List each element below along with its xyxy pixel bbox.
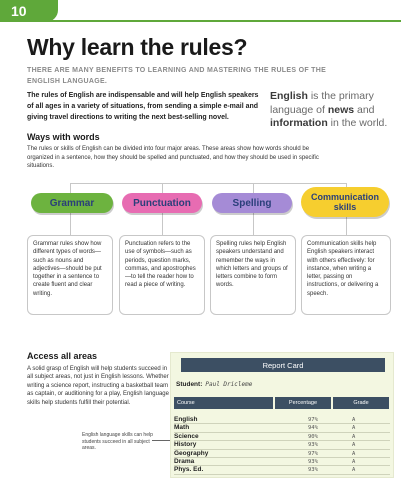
report-card bbox=[170, 352, 394, 478]
quote-word-information: information bbox=[270, 117, 328, 129]
table-row bbox=[174, 450, 390, 458]
column-header-percentage: Percentage bbox=[275, 397, 331, 409]
grade-cell: A bbox=[352, 467, 356, 474]
grade-cell: A bbox=[352, 458, 356, 465]
skill-spelling-text: Spelling rules help English speakers understand and remember the ways in which letters and groups of letters combine to form words. bbox=[210, 235, 296, 315]
percentage-cell: 93% bbox=[308, 458, 318, 465]
skill-grammar-text: Grammar rules show how different types of words—such as nouns and adjectives—should be put together in a sentence to create fluent and clear writing. bbox=[27, 235, 113, 315]
course-cell: English bbox=[174, 416, 198, 423]
intro-paragraph: The rules of English are indispensable and will help English speakers of all ages in a variety of situations, from sending a simple e-mail and giving travel directions to writing the next best-selling novel. bbox=[27, 92, 259, 121]
table-row bbox=[174, 416, 390, 424]
pull-quote bbox=[270, 90, 394, 131]
percentage-cell: 94% bbox=[308, 425, 318, 432]
percentage-cell: 93% bbox=[308, 467, 318, 474]
report-caption: English language skills can help students succeed in all subject areas. bbox=[82, 432, 153, 451]
page-number-tab bbox=[0, 0, 58, 22]
quote-text-3: in the world. bbox=[327, 117, 388, 129]
course-cell: Phys. Ed. bbox=[174, 466, 204, 474]
report-card-title: Report Card bbox=[181, 358, 385, 372]
student-line bbox=[176, 381, 252, 388]
skill-communication-text: Communication skills help English speakers interact with others effectively: for instance, when writing a letter, passing on instructions, or delivering a speech. bbox=[301, 235, 391, 315]
quote-text-1: is the primary language of bbox=[270, 90, 374, 116]
page-number: 10 bbox=[11, 3, 27, 19]
percentage-cell: 93% bbox=[308, 442, 318, 449]
grade-cell: A bbox=[352, 425, 356, 432]
column-header-grade: Grade bbox=[333, 397, 389, 409]
course-cell: History bbox=[174, 441, 197, 449]
student-label: Student: bbox=[176, 381, 203, 388]
table-row bbox=[174, 424, 390, 432]
skill-punctuation-label: Punctuation bbox=[122, 193, 202, 213]
page-title: Why learn the rules? bbox=[27, 34, 248, 60]
course-cell: Math bbox=[174, 424, 190, 432]
table-row bbox=[174, 441, 390, 449]
course-cell: Science bbox=[174, 432, 199, 440]
course-cell: Drama bbox=[174, 457, 195, 465]
quote-text-2: and bbox=[354, 103, 375, 116]
ways-heading: Ways with words bbox=[27, 132, 100, 142]
skills-diagram bbox=[27, 183, 394, 323]
grade-cell: A bbox=[352, 433, 356, 440]
ways-paragraph: The rules or skills of English can be divided into four major areas. These areas show how words should be organized in a sentence, how they should be spelled and punctuated, and how they should be used in specific situations. bbox=[27, 146, 319, 169]
grade-cell: A bbox=[352, 442, 356, 449]
connector-line bbox=[70, 183, 346, 184]
access-paragraph: A solid grasp of English will help students succeed in all subject areas, not just in English lessons. Whether writing a science report, instructing a basketball team as captain, or auditioning for a play, English language skills help students fulfill their potential. bbox=[27, 366, 169, 406]
skill-spelling-label: Spelling bbox=[212, 193, 292, 213]
skill-grammar-label: Grammar bbox=[31, 193, 113, 213]
page-subtitle: THERE ARE MANY BENEFITS TO LEARNING AND MASTERING THE RULES OF THE ENGLISH LANGUAGE. bbox=[27, 67, 327, 85]
percentage-cell: 97% bbox=[308, 417, 318, 423]
quote-word-english: English bbox=[270, 90, 308, 102]
skill-communication-label: Communication skills bbox=[301, 187, 389, 217]
quote-word-news: news bbox=[327, 103, 355, 116]
course-cell: Geography bbox=[174, 449, 209, 457]
access-heading: Access all areas bbox=[27, 351, 98, 361]
skill-punctuation-text: Punctuation refers to the use of symbols—such as periods, question marks, commas, and apostrophes—to tell the reader how to read a piece of writing. bbox=[119, 235, 205, 315]
table-row bbox=[174, 466, 390, 474]
column-header-course: Course bbox=[174, 397, 273, 409]
student-name: Paul Dricleme bbox=[205, 381, 253, 388]
percentage-cell: 90% bbox=[308, 433, 318, 440]
grade-cell: A bbox=[352, 417, 356, 423]
header-rule bbox=[0, 20, 401, 22]
table-row bbox=[174, 433, 390, 441]
grades-table bbox=[174, 416, 390, 475]
percentage-cell: 97% bbox=[308, 450, 318, 457]
table-row bbox=[174, 458, 390, 466]
grade-cell: A bbox=[352, 450, 356, 457]
